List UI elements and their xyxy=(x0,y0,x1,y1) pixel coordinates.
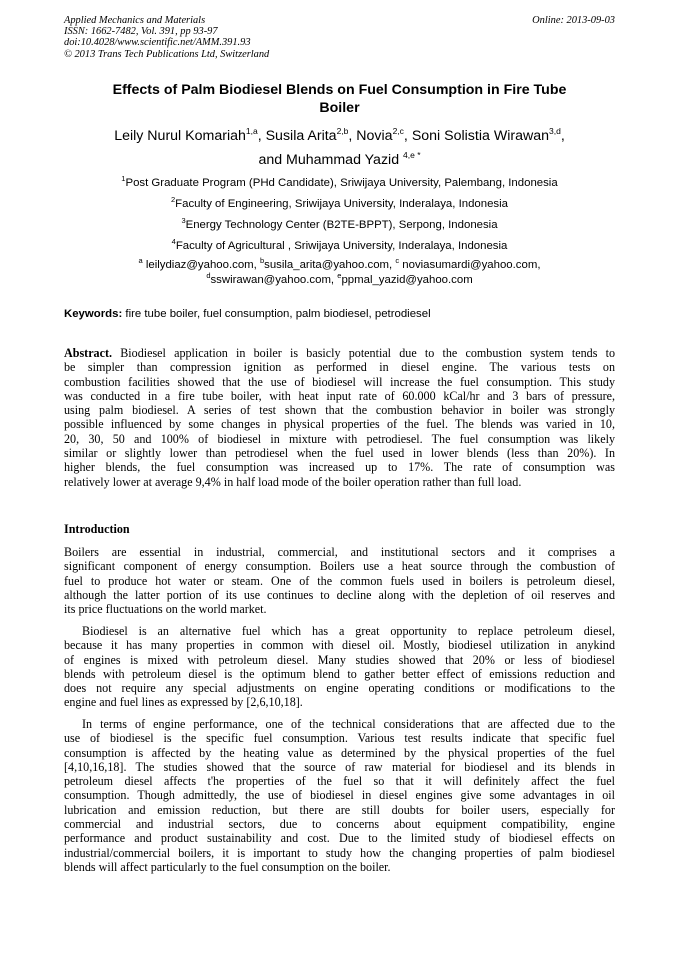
author-list xyxy=(64,124,615,172)
abstract-line: possible influenced by some changes in physical properties of the fuel. The blends was varied in 10, xyxy=(64,417,615,432)
email: leilydiaz@yahoo.com, xyxy=(142,259,260,271)
affiliation xyxy=(64,194,615,215)
paragraph xyxy=(64,717,615,874)
email: ppmal_yazid@yahoo.com xyxy=(341,273,473,286)
abstract-line: similar or slightly lower than petrodiesel when the fuel used in lower blends (less than 20%). In xyxy=(64,446,615,461)
abstract-label: Abstract. xyxy=(64,346,113,360)
email-line xyxy=(64,270,615,288)
abstract-line: using palm biodiesel. A series of test shown that the combustion behavior in boiler was strongly xyxy=(64,403,615,418)
text-line: use of biodiesel is the specific fuel consumption. Various test results indicate that specific fuel xyxy=(64,731,615,746)
keywords-label: Keywords: xyxy=(64,308,123,320)
affiliation xyxy=(64,215,615,236)
abstract-line: combustion facilities showed that the use of biodiesel will increase the fuel consumption. This study xyxy=(64,374,615,389)
text-line: petroleum diesel affects t'he properties of the fuel so that it will definitely affect the fuel xyxy=(64,774,615,789)
online-date: Online: 2013-09-03 xyxy=(532,15,615,26)
author-emails xyxy=(64,258,615,287)
paragraph xyxy=(64,545,615,616)
email-sup: b xyxy=(259,256,265,265)
affiliation-text: Energy Technology Center (B2TE-BPPT), Serpong, Indonesia xyxy=(185,219,498,231)
author-name: Novia xyxy=(356,128,393,144)
title-line: Effects of Palm Biodiesel Blends on Fuel Consumption in Fire Tube xyxy=(112,82,567,98)
email: noviasumardi@yahoo.com, xyxy=(399,259,541,271)
title-line: Boiler xyxy=(319,100,360,116)
keywords-text: fire tube boiler, fuel consumption, palm biodiesel, petrodiesel xyxy=(122,308,431,320)
text-line: blends will affect particularly to the fuel consumption on the boiler. xyxy=(64,859,391,874)
abstract-line: relatively lower at average 9,4% in half load mode of the boiler operation rather than full load. xyxy=(64,474,522,489)
author-sup: 3,d xyxy=(549,126,561,136)
author-line: Leily Nurul Komariah$^{1,a}$, Susila Arita$^{2,b}$, Novia$^{2,c}$, Soni Solistia Wirawan$^{3,d}$, xyxy=(114,126,565,144)
issn: ISSN: 1662-7482, Vol. 391, pp 93-97 xyxy=(64,26,218,38)
text-line: Biodiesel is an alternative fuel which has a great opportunity to replace petroleum diesel, xyxy=(82,624,615,638)
affiliation-sup: 2 xyxy=(171,195,176,204)
text-line: industrial/commercial boilers, it is important to study how the changing properties of palm biodiesel xyxy=(64,845,615,860)
paragraph xyxy=(64,624,615,710)
abstract-text: Biodiesel application in boiler is basicly potential due to the combustion system tends to xyxy=(112,346,615,360)
author-sup: 4,e * xyxy=(403,150,421,160)
affiliation-text: Post Graduate Program (PHd Candidate), Sriwijaya University, Palembang, Indonesia xyxy=(125,177,558,189)
abstract-line: was conducted in a fire tube boiler, with heat input rate of 60.000 kCal/hr and 3 bars of pressure, xyxy=(64,388,615,403)
affiliation-text: Faculty of Engineering, Sriwijaya University, Inderalaya, Indonesia xyxy=(175,198,508,210)
journal-name: Applied Mechanics and Materials xyxy=(64,15,206,26)
author-sup: 1,a xyxy=(245,126,258,136)
text-line: engine and fuel lines as expressed by [2,6,10,18]. xyxy=(64,695,303,710)
affiliation xyxy=(64,173,615,194)
affiliation-sup: 3 xyxy=(181,216,186,225)
text-line: commercial and industrial sectors, due to concerns about equipment compatibility, engine xyxy=(64,817,615,832)
abstract-line: be simpler than compression ignition as performed in diesel engine. The various tests on xyxy=(64,360,615,375)
text-line: lubrication and emission reduction, but there are still doubts for boiler users, especially for xyxy=(64,802,615,817)
affiliation-sup: 4 xyxy=(171,237,176,246)
keywords xyxy=(64,307,615,322)
author-sup: 2,b xyxy=(336,126,349,136)
text-line: consumption is affected by the heating value as determined by the physical properties of the fuel xyxy=(64,745,615,760)
affiliation-text: Faculty of Agricultural , Sriwijaya University, Inderalaya, Indonesia xyxy=(175,240,508,252)
author-name: and Muhammad Yazid xyxy=(258,152,400,168)
text-line: its price fluctuations on the world market. xyxy=(64,602,267,617)
author-name: Susila Arita xyxy=(265,128,337,144)
abstract-line: 20, 30, 50 and 100% of biodiesel in mixture with petrodiesel. The fuel consumption was likely xyxy=(64,431,615,446)
text-line: consumption. Though admittedly, the use of biodiesel in diesel engines give some advantages in oil xyxy=(64,788,615,803)
author-name: Soni Solistia Wirawan xyxy=(411,128,550,144)
text-line: performance and product sustainability and cost. Due to the limited study of biodiesel effects on xyxy=(64,831,615,846)
text-line: fuel to produce hot water or steam. One of the common fuels used in boilers is petroleum diesel, xyxy=(64,573,615,588)
author-sup: 2,c xyxy=(392,126,404,136)
affiliation xyxy=(64,236,615,257)
text-line: significant component of energy consumption. Boilers use a heat source through the combustion of xyxy=(64,559,615,574)
email-sup: c xyxy=(395,256,400,265)
affiliation-sup: 1 xyxy=(121,174,126,183)
text-line: [4,10,16,18]. The studies showed that the source of raw material for biodiesel and its blends in xyxy=(64,759,615,774)
email: susila_arita@yahoo.com, xyxy=(264,259,396,271)
copyright: © 2013 Trans Tech Publications Ltd, Switzerland xyxy=(64,48,270,60)
paper-title xyxy=(64,81,615,117)
author-line xyxy=(64,148,615,172)
text-line: of engines is mixed with petroleum diesel. Many studies showed that 20% or less of biodiesel xyxy=(64,652,615,667)
abstract-line xyxy=(64,346,615,360)
doi: doi:10.4028/www.scientific.net/AMM.391.93 xyxy=(64,37,251,49)
abstract xyxy=(64,346,615,489)
author-name: Leily Nurul Komariah xyxy=(114,128,246,144)
journal-header xyxy=(64,15,615,60)
section-heading: Introduction xyxy=(64,522,130,536)
text-line: although the latter portion of its use continues to decline along with the depletion of oil reserves and xyxy=(64,587,615,602)
text-line: because it has many properties in common with diesel oil. Mostly, biodiesel utilization in anykind xyxy=(64,638,615,653)
email-sup: d xyxy=(206,270,211,280)
email-sup: e xyxy=(337,270,342,280)
affiliations xyxy=(64,173,615,287)
email-sup: a xyxy=(138,256,143,265)
text-line: does not require any special adjustments on engine operating conditions or modifications to the xyxy=(64,681,615,696)
abstract-line: higher blends, the fuel consumption was increased up to 17%. The rate of consumption was xyxy=(64,460,615,475)
email: sswirawan@yahoo.com, xyxy=(210,273,338,286)
text-line: Boilers are essential in industrial, commercial, and institutional sectors and it comprises a xyxy=(64,545,615,559)
text-line: blends with petroleum diesel is the optimum blend to gather better effect of emissions reduction and xyxy=(64,666,615,681)
text-line: In terms of engine performance, one of the technical considerations that are affected due to the xyxy=(82,717,615,731)
